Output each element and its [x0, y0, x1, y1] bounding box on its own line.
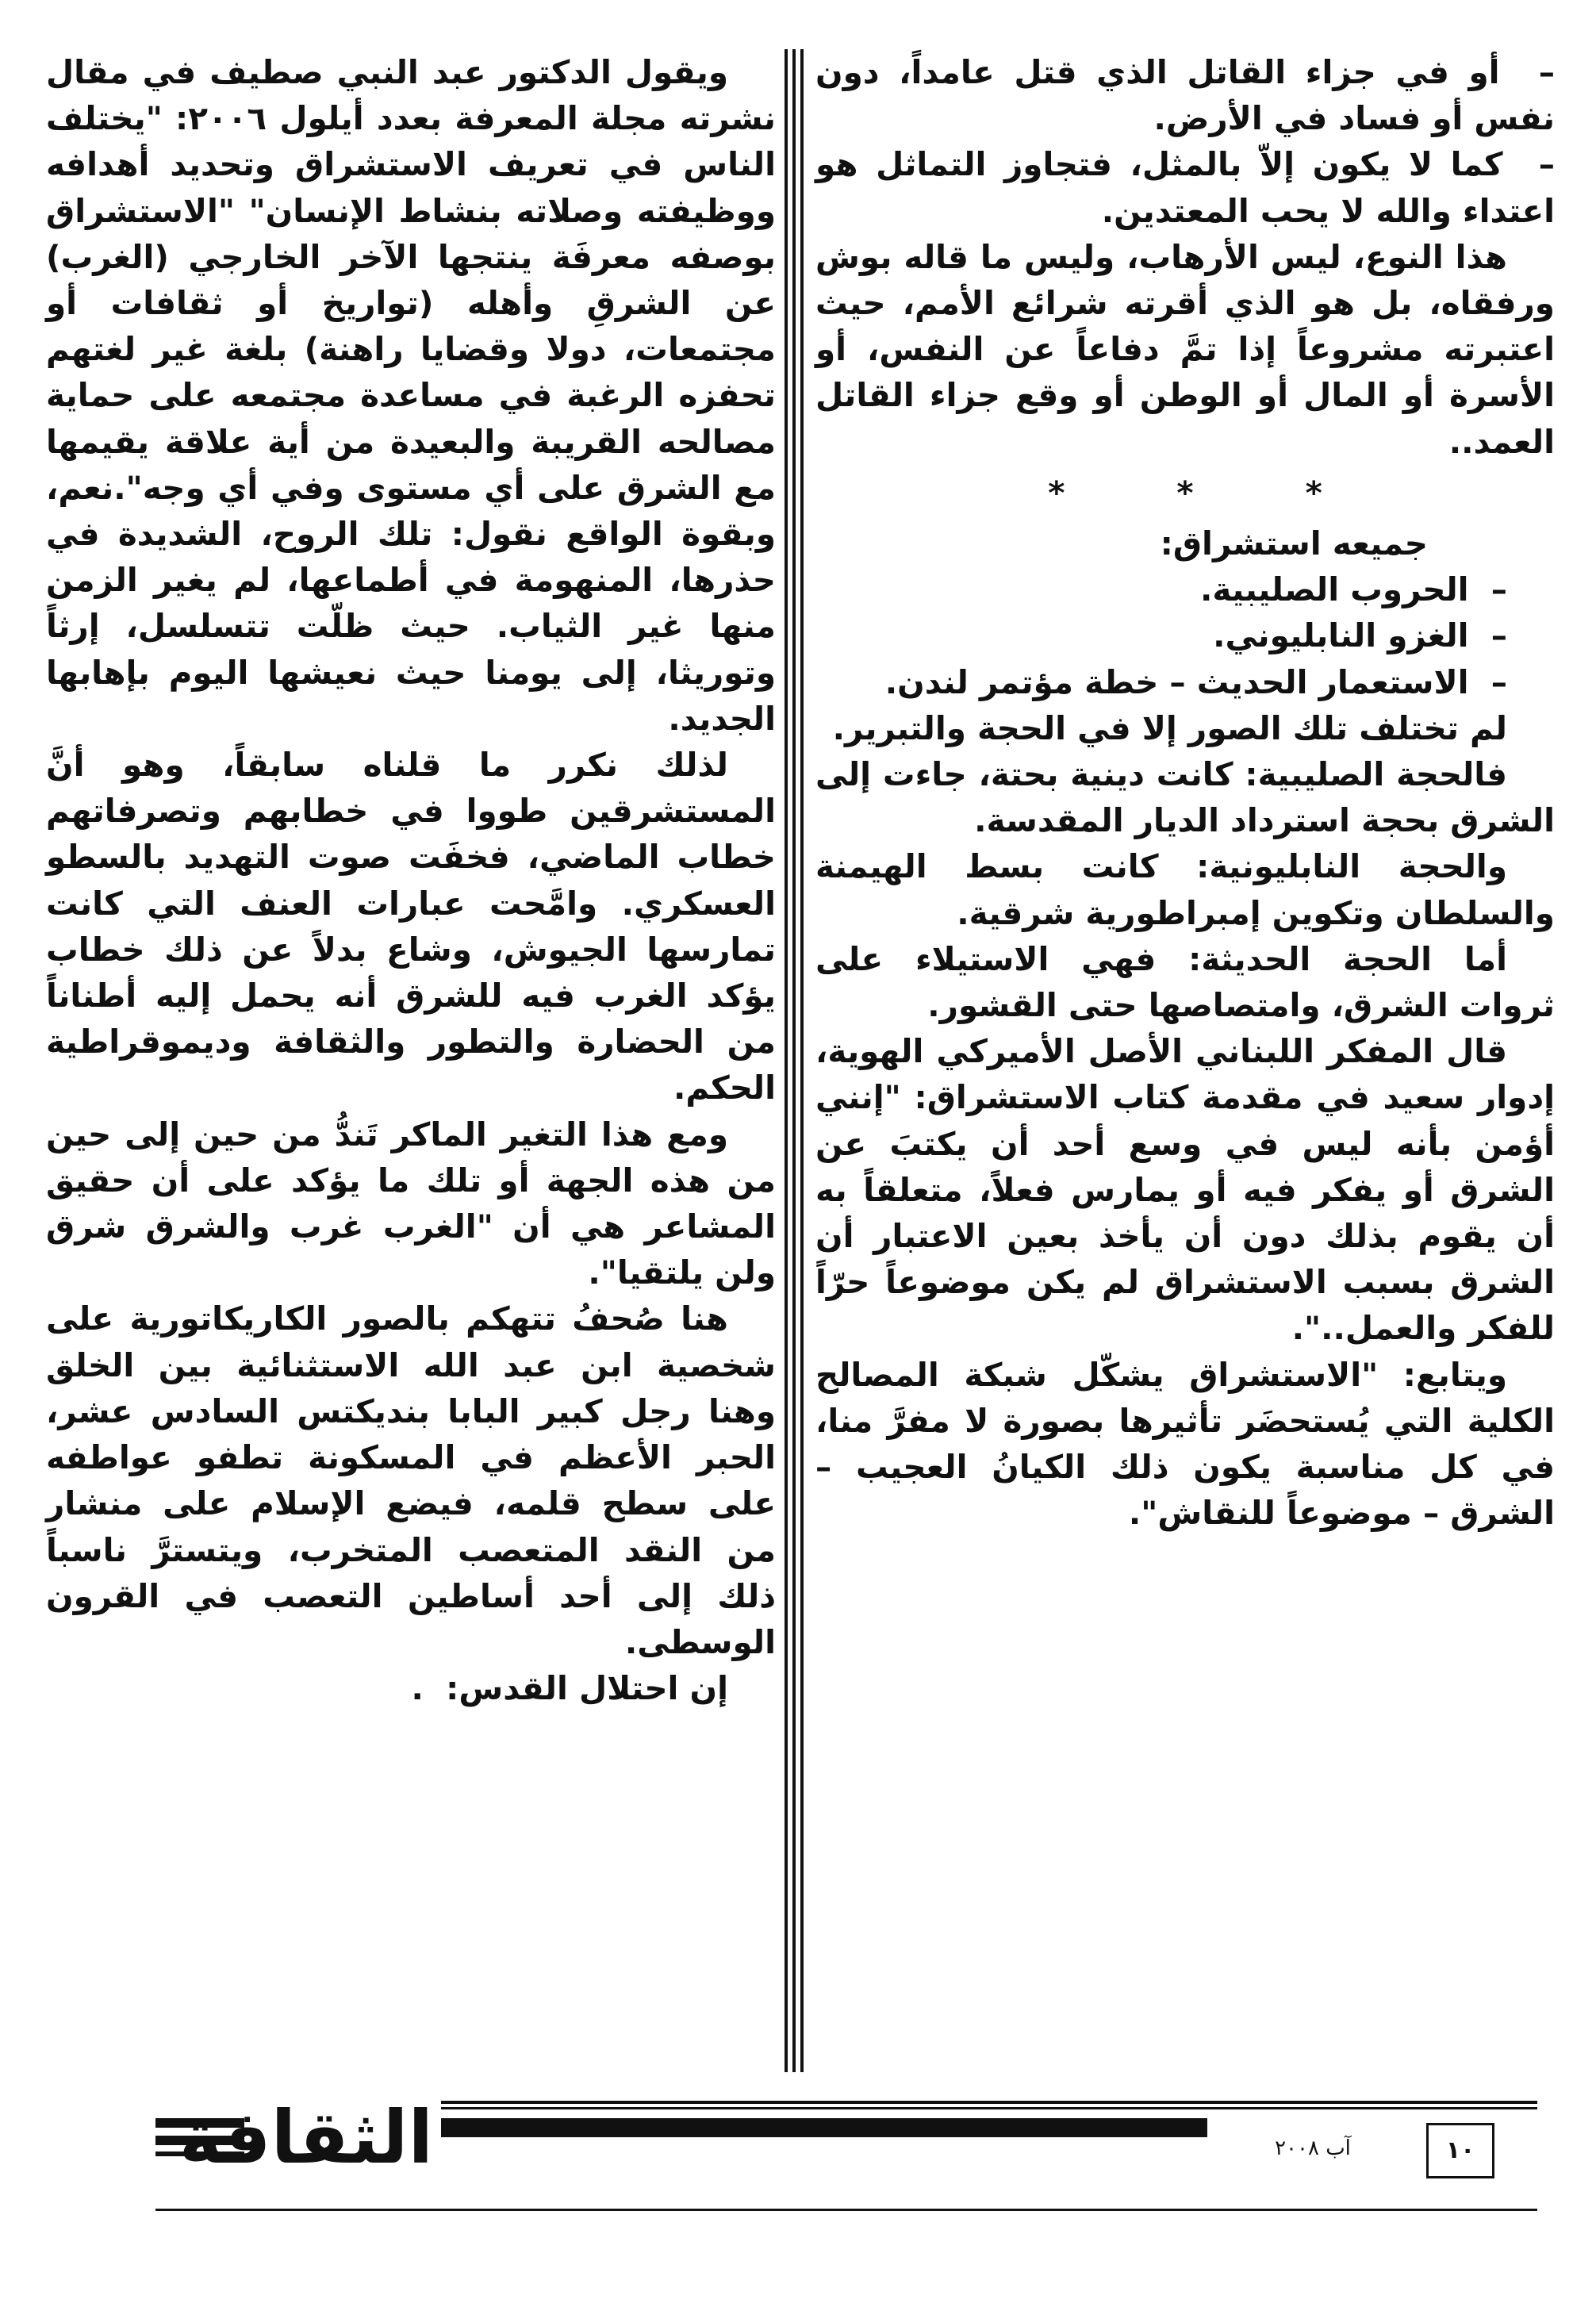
column-divider	[785, 49, 788, 2072]
list-item: – الاستعمار الحديث – خطة مؤتمر لندن.	[884, 662, 1507, 701]
page-number: ١٠	[1426, 2123, 1494, 2178]
paragraph: أما الحجة الحديثة: فهي الاستيلاء على ثروات الشرق، وامتصاصها حتى القشور.	[804, 939, 1555, 1025]
left-text-column	[34, 49, 777, 1711]
paragraph: قال المفكر اللبناني الأصل الأميركي الهوية، إدوار سعيد في مقدمة كتاب الاستشراق: "إنني أؤمن بأنه ليس في وسع أحد أن يكتبَ عن الشرق أو يفكر فيه أو يمارس فعلاً، متعلقاً به أن يقوم بذلك دون أن يأخذ بعين الاعتبار أن الشرق بسبب الاستشراق لم يكن موضوعاً حرّاً للفكر والعمل..".	[804, 1032, 1555, 1348]
section-separator: * * *	[1048, 473, 1322, 512]
logo-stripe	[441, 2107, 1537, 2109]
column-divider	[792, 49, 796, 2072]
logo-stripe	[441, 2101, 1537, 2104]
right-text-column	[804, 49, 1555, 1537]
paragraph: لذلك نكرر ما قلناه سابقاً، وهو أنَّ المستشرقين طووا في خطابهم وتصرفاتهم خطاب الماضي، فخفَت صوت التهديد بالسطو العسكري. وامَّحت عبارات العنف التي كانت تمارسها الجيوش، وشاع بدلاً عن ذلك خطاب يؤكد الغرب فيه للشرق أنه يحمل إليه أطناناً من الحضارة والتطور والثقافة وديموقراطية الحكم.	[34, 746, 776, 1107]
paragraph: ومع هذا التغير الماكر تَندُّ من حين إلى حين من هذه الجهة أو تلك ما يؤكد على أن حقيق المشاعر هي أن "الغرب غرب والشرق شرق ولن يلتقيا".	[34, 1115, 776, 1292]
list-item: – الحروب الصليبية.	[1200, 570, 1507, 609]
paragraph: والحجة النابليونية: كانت بسط الهيمنة والسلطان وتكوين إمبراطورية شرقية.	[804, 847, 1555, 932]
footer-rule	[155, 2209, 1537, 2211]
paragraph: جميعه استشراق:	[1160, 524, 1428, 563]
paragraph: لم تختلف تلك الصور إلا في الحجة والتبرير.	[832, 708, 1507, 747]
issue-date: آب ٢٠٠٨	[1275, 2136, 1351, 2160]
paragraph: ويتابع: "الاستشراق يشكّل شبكة المصالح الكلية التي يُستحضَر تأثيرها بصورة لا مفرَّ منا، في كل مناسبة يكون ذلك الكيانُ العجيب – الشرق – موضوعاً للنقاش".	[804, 1355, 1555, 1533]
paragraph: هنا صُحفُ تتهكم بالصور الكاريكاتورية على شخصية ابن عبد الله الاستثنائية بين الخلق وهنا رجل كبير البابا بنديكتس السادس عشر، الحبر الأعظم في المسكونة تطفو عواطفه على سطح قلمه، فيضع الإسلام على منشار من النقد المتعصب المتخرب، ويتسترَّ ناسباً ذلك إلى أحد أساطين التعصب في القرون الوسطى.	[34, 1299, 776, 1661]
paragraph: هذا النوع، ليس الأرهاب، وليس ما قاله بوش ورفقاه، بل هو الذي أقرته شرائع الأمم، حيث اعتبرته مشروعاً إذا تمَّ دفاعاً عن النفس، أو الأسرة أو المال أو الوطن أو وقع جزاء القاتل العمد..	[804, 237, 1555, 461]
column-divider	[800, 49, 804, 2072]
paragraph: فالحجة الصليبية: كانت دينية بحتة، جاءت إلى الشرق بحجة استرداد الديار المقدسة.	[804, 755, 1555, 840]
paragraph: ويقول الدكتور عبد النبي صطيف في مقال نشرته مجلة المعرفة بعدد أيلول ٢٠٠٦: "يختلف الناس في تعريف الاستشراق وتحديد أهدافه ووظيفته وصلاته بنشاط الإنسان" "الاستشراق بوصفه معرفَة ينتجها الآخر الخارجي (الغرب) عن الشرقِ وأهله (تواريخ أو ثقافات أو مجتمعات، دولا وقضايا راهنة) بلغة غير لغتهم تحفزه الرغبة في مساعدة مجتمعه على حماية مصالحه القريبة والبعيدة من أية علاقة يقيمها مع الشرق على أي مستوى وفي أي وجه".نعم، وبقوة الواقع نقول: تلك الروح، الشديدة في حذرها، المنهومة في أطماعها، لم يغير الزمن منها غير الثياب. حيث ظلّت تتسلسل، إرثاً وتوريثا، إلى يومنا حيث نعيشها اليوم بإهابها الجديد.	[34, 53, 777, 738]
magazine-logo: الثقافة	[178, 2095, 433, 2180]
paragraph: إن احتلال القدس: .	[411, 1669, 728, 1708]
paragraph: – أو في جزاء القاتل الذي قتل عامداً، دون نفس أو فساد في الأرض.	[804, 53, 1555, 138]
page-footer	[0, 2094, 1596, 2307]
paragraph: – كما لا يكون إلاّ بالمثل، فتجاوز التماثل هو اعتداء والله لا يحب المعتدين.	[804, 145, 1555, 230]
logo-stripe	[441, 2118, 1207, 2137]
list-item: – الغزو النابليوني.	[1213, 616, 1507, 655]
